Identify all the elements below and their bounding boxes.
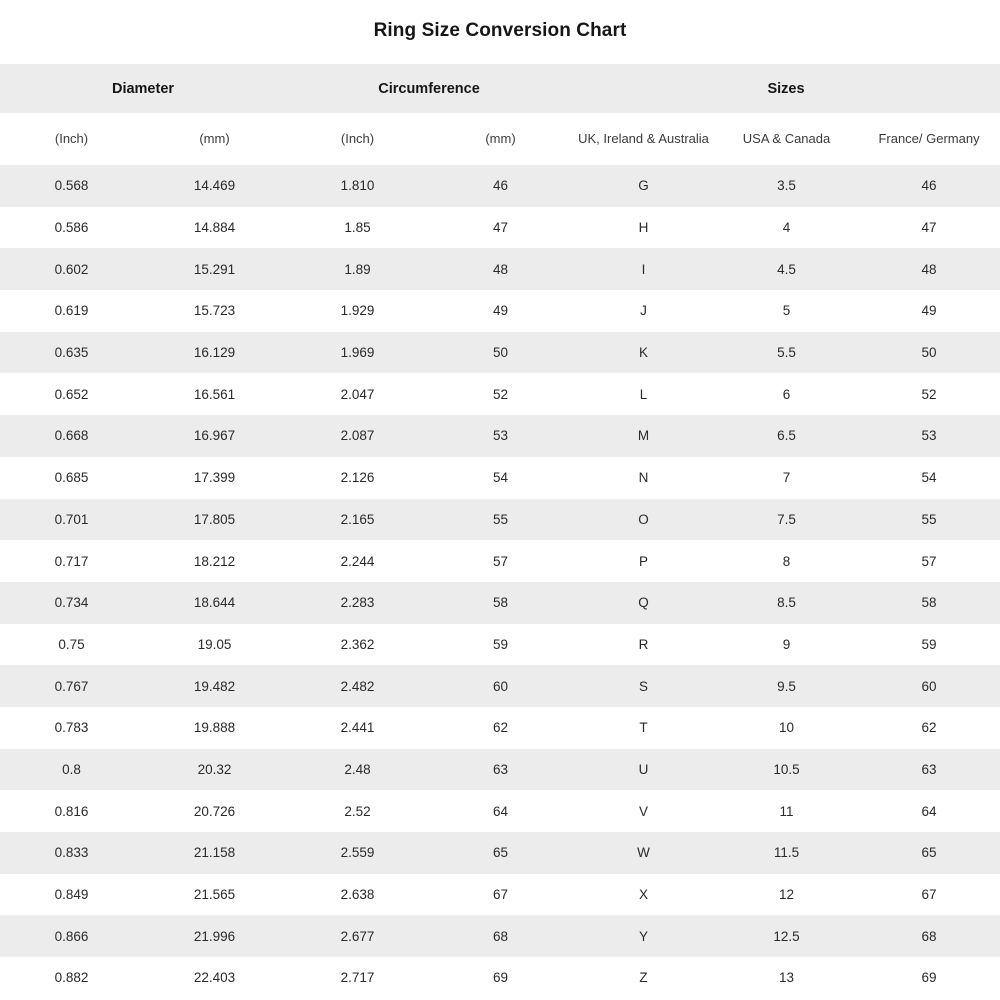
cell-circumference-inch: 1.85 — [286, 207, 429, 249]
table-row — [0, 915, 1000, 957]
table-row — [0, 457, 1000, 499]
cell-diameter-inch: 0.816 — [0, 790, 143, 832]
cell-diameter-inch: 0.602 — [0, 248, 143, 290]
cell-size-uk: X — [572, 874, 715, 916]
cell-circumference-mm: 47 — [429, 207, 572, 249]
cell-size-uk: N — [572, 457, 715, 499]
cell-size-france: 60 — [858, 665, 1000, 707]
cell-circumference-inch: 2.677 — [286, 915, 429, 957]
cell-circumference-inch: 2.52 — [286, 790, 429, 832]
cell-circumference-mm: 69 — [429, 957, 572, 999]
cell-size-uk: H — [572, 207, 715, 249]
cell-diameter-mm: 19.05 — [143, 624, 286, 666]
table-group-header-row — [0, 64, 1000, 113]
cell-size-uk: L — [572, 373, 715, 415]
group-header-sizes: Sizes — [572, 64, 1000, 113]
cell-size-usa: 12 — [715, 874, 858, 916]
column-header-circumference-inch: (Inch) — [286, 113, 429, 165]
cell-size-france: 58 — [858, 582, 1000, 624]
cell-size-usa: 10.5 — [715, 749, 858, 791]
cell-diameter-inch: 0.668 — [0, 415, 143, 457]
cell-diameter-inch: 0.783 — [0, 707, 143, 749]
cell-circumference-inch: 2.559 — [286, 832, 429, 874]
cell-diameter-mm: 21.158 — [143, 832, 286, 874]
cell-size-uk: U — [572, 749, 715, 791]
cell-circumference-mm: 48 — [429, 248, 572, 290]
table-sub-header-row — [0, 113, 1000, 165]
cell-diameter-mm: 18.644 — [143, 582, 286, 624]
cell-diameter-mm: 20.32 — [143, 749, 286, 791]
cell-size-uk: I — [572, 248, 715, 290]
table-row — [0, 373, 1000, 415]
column-header-uk-ireland-australia: UK, Ireland & Australia — [572, 113, 715, 165]
table-row — [0, 582, 1000, 624]
cell-size-usa: 8 — [715, 540, 858, 582]
cell-circumference-mm: 52 — [429, 373, 572, 415]
cell-size-usa: 12.5 — [715, 915, 858, 957]
cell-circumference-mm: 64 — [429, 790, 572, 832]
cell-diameter-inch: 0.635 — [0, 332, 143, 374]
cell-circumference-mm: 59 — [429, 624, 572, 666]
ring-size-conversion-table — [0, 64, 1000, 999]
cell-size-france: 62 — [858, 707, 1000, 749]
cell-size-france: 52 — [858, 373, 1000, 415]
cell-size-uk: P — [572, 540, 715, 582]
cell-size-uk: K — [572, 332, 715, 374]
cell-circumference-inch: 2.48 — [286, 749, 429, 791]
cell-size-usa: 4 — [715, 207, 858, 249]
cell-diameter-inch: 0.849 — [0, 874, 143, 916]
cell-size-usa: 11 — [715, 790, 858, 832]
column-header-diameter-mm: (mm) — [143, 113, 286, 165]
cell-size-france: 57 — [858, 540, 1000, 582]
cell-diameter-inch: 0.734 — [0, 582, 143, 624]
cell-size-uk: O — [572, 499, 715, 541]
group-header-circumference: Circumference — [286, 64, 572, 113]
cell-size-usa: 5 — [715, 290, 858, 332]
cell-size-uk: Z — [572, 957, 715, 999]
cell-diameter-mm: 21.996 — [143, 915, 286, 957]
cell-circumference-mm: 50 — [429, 332, 572, 374]
cell-diameter-mm: 20.726 — [143, 790, 286, 832]
cell-size-uk: S — [572, 665, 715, 707]
column-header-france-germany: France/ Germany — [858, 113, 1000, 165]
cell-size-uk: V — [572, 790, 715, 832]
cell-circumference-inch: 2.047 — [286, 373, 429, 415]
cell-diameter-inch: 0.619 — [0, 290, 143, 332]
cell-size-usa: 8.5 — [715, 582, 858, 624]
cell-size-uk: G — [572, 165, 715, 207]
cell-circumference-mm: 58 — [429, 582, 572, 624]
cell-size-uk: M — [572, 415, 715, 457]
cell-size-usa: 13 — [715, 957, 858, 999]
cell-diameter-mm: 16.561 — [143, 373, 286, 415]
cell-diameter-inch: 0.866 — [0, 915, 143, 957]
cell-diameter-mm: 22.403 — [143, 957, 286, 999]
cell-circumference-mm: 67 — [429, 874, 572, 916]
cell-circumference-inch: 2.283 — [286, 582, 429, 624]
cell-diameter-mm: 16.129 — [143, 332, 286, 374]
cell-size-france: 65 — [858, 832, 1000, 874]
cell-size-usa: 4.5 — [715, 248, 858, 290]
cell-circumference-mm: 68 — [429, 915, 572, 957]
cell-diameter-inch: 0.882 — [0, 957, 143, 999]
table-row — [0, 499, 1000, 541]
cell-circumference-mm: 49 — [429, 290, 572, 332]
cell-size-usa: 11.5 — [715, 832, 858, 874]
cell-size-france: 63 — [858, 749, 1000, 791]
cell-circumference-mm: 46 — [429, 165, 572, 207]
table-row — [0, 749, 1000, 791]
cell-diameter-inch: 0.833 — [0, 832, 143, 874]
cell-diameter-mm: 14.469 — [143, 165, 286, 207]
cell-circumference-mm: 60 — [429, 665, 572, 707]
page-title: Ring Size Conversion Chart — [373, 20, 627, 41]
cell-diameter-mm: 17.399 — [143, 457, 286, 499]
cell-diameter-mm: 15.723 — [143, 290, 286, 332]
cell-size-usa: 6.5 — [715, 415, 858, 457]
cell-diameter-mm: 19.482 — [143, 665, 286, 707]
cell-size-france: 46 — [858, 165, 1000, 207]
cell-circumference-mm: 62 — [429, 707, 572, 749]
cell-circumference-mm: 65 — [429, 832, 572, 874]
table-row — [0, 248, 1000, 290]
cell-circumference-mm: 54 — [429, 457, 572, 499]
table-row — [0, 707, 1000, 749]
cell-diameter-inch: 0.685 — [0, 457, 143, 499]
cell-size-france: 53 — [858, 415, 1000, 457]
cell-diameter-mm: 17.805 — [143, 499, 286, 541]
cell-circumference-inch: 2.126 — [286, 457, 429, 499]
table-row — [0, 832, 1000, 874]
cell-circumference-inch: 2.362 — [286, 624, 429, 666]
table-row — [0, 665, 1000, 707]
cell-diameter-mm: 15.291 — [143, 248, 286, 290]
cell-circumference-mm: 55 — [429, 499, 572, 541]
cell-diameter-inch: 0.701 — [0, 499, 143, 541]
cell-size-france: 50 — [858, 332, 1000, 374]
cell-size-france: 64 — [858, 790, 1000, 832]
cell-size-usa: 5.5 — [715, 332, 858, 374]
table-row — [0, 332, 1000, 374]
cell-size-usa: 7 — [715, 457, 858, 499]
table-row — [0, 624, 1000, 666]
cell-diameter-inch: 0.8 — [0, 749, 143, 791]
cell-diameter-inch: 0.586 — [0, 207, 143, 249]
cell-size-uk: Y — [572, 915, 715, 957]
cell-size-usa: 9.5 — [715, 665, 858, 707]
cell-diameter-inch: 0.652 — [0, 373, 143, 415]
cell-circumference-inch: 2.717 — [286, 957, 429, 999]
cell-circumference-mm: 63 — [429, 749, 572, 791]
cell-size-usa: 3.5 — [715, 165, 858, 207]
group-header-diameter: Diameter — [0, 64, 286, 113]
cell-size-uk: R — [572, 624, 715, 666]
cell-circumference-inch: 2.165 — [286, 499, 429, 541]
cell-size-france: 54 — [858, 457, 1000, 499]
cell-size-uk: J — [572, 290, 715, 332]
table-row — [0, 874, 1000, 916]
table-header — [0, 64, 1000, 165]
table-row — [0, 540, 1000, 582]
cell-circumference-inch: 2.087 — [286, 415, 429, 457]
table-row — [0, 207, 1000, 249]
table-row — [0, 957, 1000, 999]
cell-diameter-inch: 0.568 — [0, 165, 143, 207]
table-row — [0, 290, 1000, 332]
cell-circumference-inch: 2.441 — [286, 707, 429, 749]
cell-size-france: 47 — [858, 207, 1000, 249]
cell-size-france: 49 — [858, 290, 1000, 332]
cell-size-france: 55 — [858, 499, 1000, 541]
cell-size-france: 68 — [858, 915, 1000, 957]
cell-circumference-inch: 2.638 — [286, 874, 429, 916]
cell-size-france: 59 — [858, 624, 1000, 666]
column-header-circumference-mm: (mm) — [429, 113, 572, 165]
cell-circumference-inch: 1.810 — [286, 165, 429, 207]
cell-diameter-mm: 19.888 — [143, 707, 286, 749]
cell-size-uk: W — [572, 832, 715, 874]
cell-circumference-inch: 2.482 — [286, 665, 429, 707]
cell-diameter-mm: 16.967 — [143, 415, 286, 457]
cell-size-uk: T — [572, 707, 715, 749]
cell-circumference-inch: 1.89 — [286, 248, 429, 290]
cell-size-uk: Q — [572, 582, 715, 624]
cell-circumference-mm: 57 — [429, 540, 572, 582]
cell-size-france: 69 — [858, 957, 1000, 999]
table-row — [0, 415, 1000, 457]
cell-size-usa: 6 — [715, 373, 858, 415]
cell-size-usa: 10 — [715, 707, 858, 749]
cell-circumference-mm: 53 — [429, 415, 572, 457]
column-header-usa-canada: USA & Canada — [715, 113, 858, 165]
cell-diameter-mm: 18.212 — [143, 540, 286, 582]
cell-diameter-inch: 0.767 — [0, 665, 143, 707]
cell-diameter-inch: 0.75 — [0, 624, 143, 666]
cell-size-usa: 9 — [715, 624, 858, 666]
cell-diameter-mm: 14.884 — [143, 207, 286, 249]
cell-circumference-inch: 1.929 — [286, 290, 429, 332]
cell-circumference-inch: 1.969 — [286, 332, 429, 374]
cell-size-usa: 7.5 — [715, 499, 858, 541]
cell-diameter-inch: 0.717 — [0, 540, 143, 582]
cell-diameter-mm: 21.565 — [143, 874, 286, 916]
column-header-diameter-inch: (Inch) — [0, 113, 143, 165]
cell-circumference-inch: 2.244 — [286, 540, 429, 582]
cell-size-france: 48 — [858, 248, 1000, 290]
table-row — [0, 790, 1000, 832]
cell-size-france: 67 — [858, 874, 1000, 916]
table-body — [0, 165, 1000, 999]
table-row — [0, 165, 1000, 207]
